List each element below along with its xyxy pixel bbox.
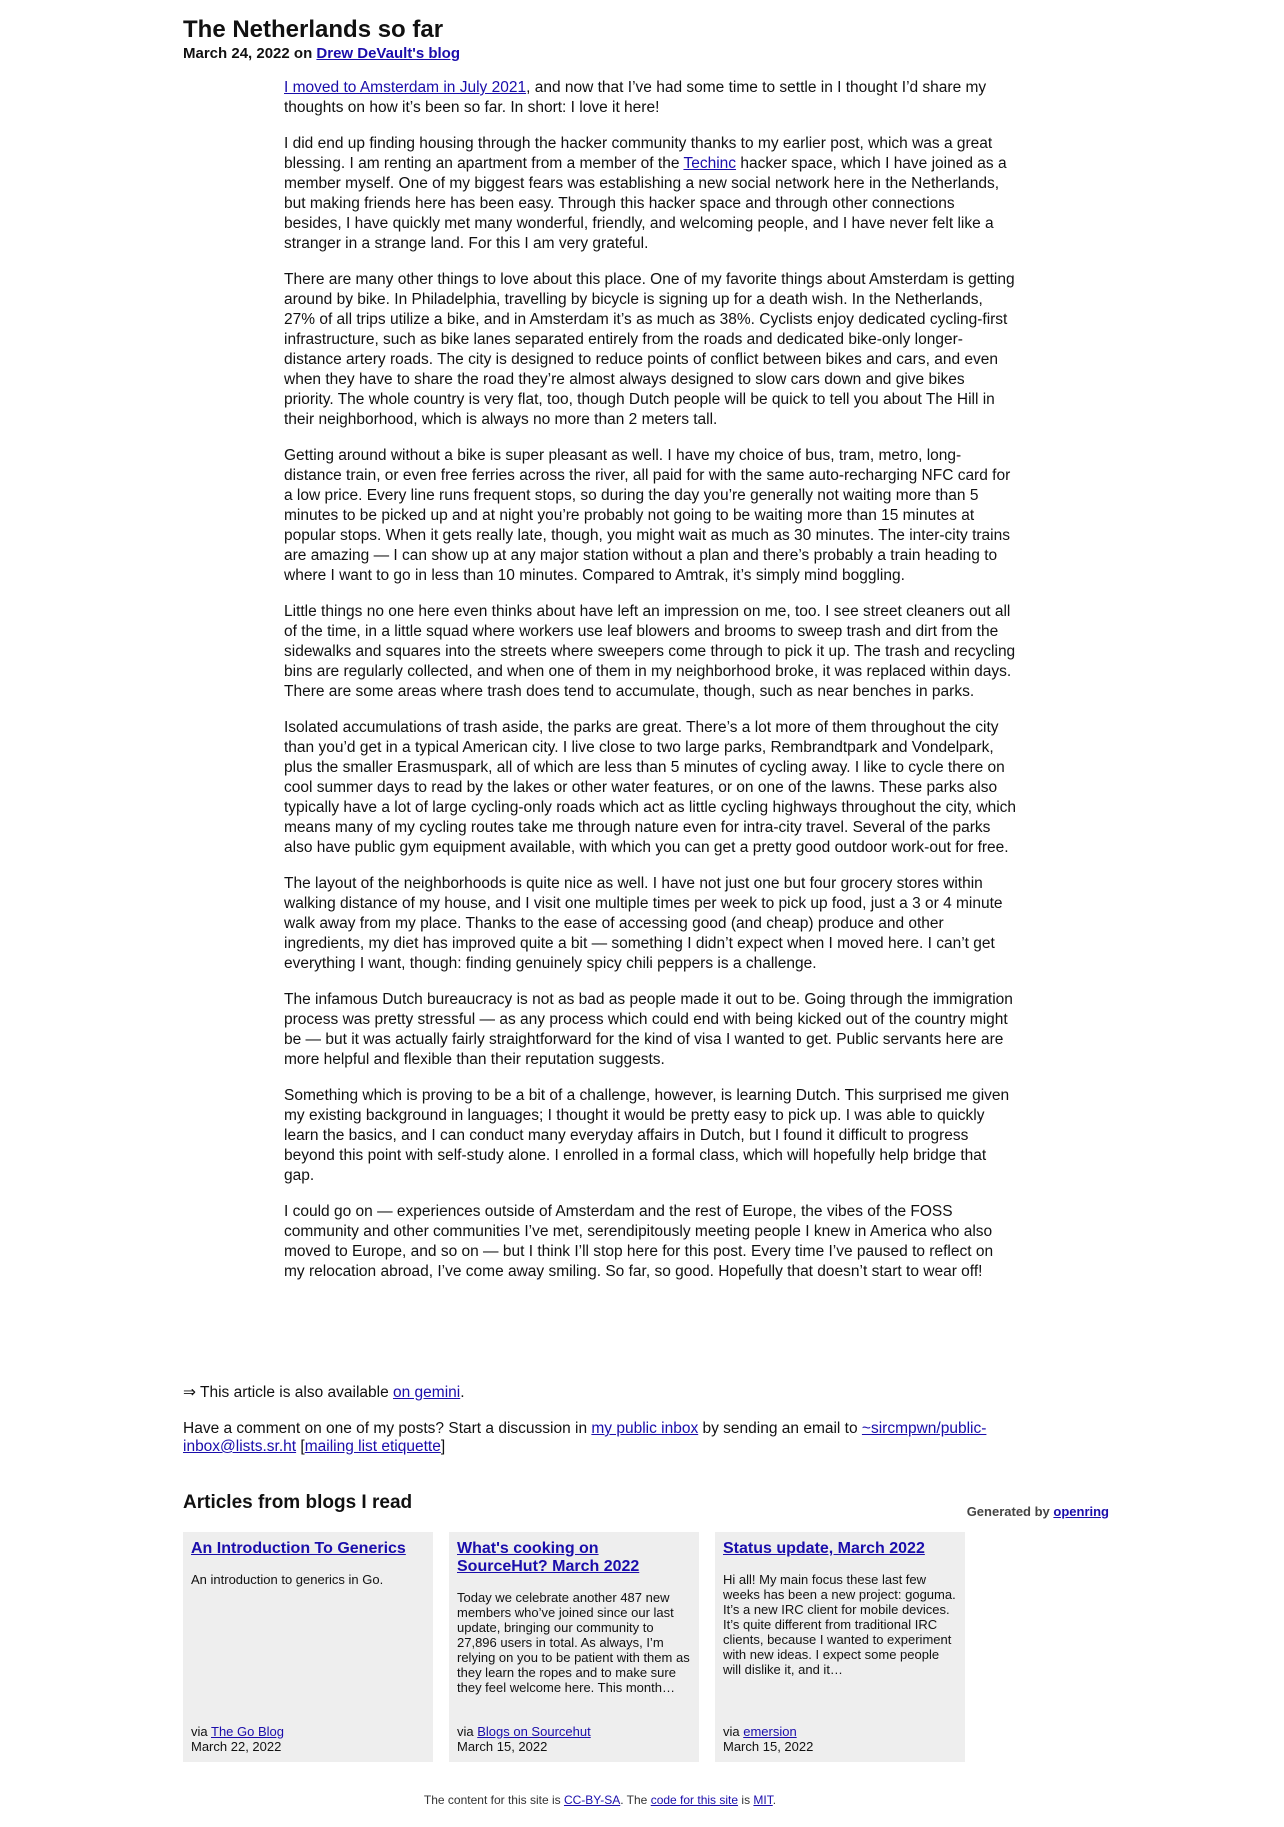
techinc-link[interactable]: Techinc (683, 155, 737, 172)
footer-text: The content for this site is (423, 1793, 564, 1807)
card-title-link[interactable]: Status update, March 2022 (723, 1540, 925, 1557)
paragraph: Getting around without a bike is super pleasant as well. I have my choice of bus, tram, metro, long-distance train, or even free ferries across the river, all paid for with the same auto-recharging NFC card for a low price. Every line runs frequent stops, so during the day you’re generally not waiting more than 5 minutes to be picked up and at night you’re probably not going to be waiting more than 15 minutes at popular stops. When it gets really late, though, you might wait as much as 30 minutes. The inter-city trains are amazing — I can show up at any major station without a plan and there’s probably a train heading to where I want to go in less than 10 minutes. Compared to Amtrak, it’s simply mind boggling. (284, 447, 1011, 584)
card-title (457, 1540, 691, 1576)
openring-link[interactable]: openring (1053, 1504, 1109, 1519)
gemini-link[interactable]: on gemini (393, 1384, 461, 1401)
paragraph: The infamous Dutch bureaucracy is not as bad as people made it out to be. Going through the immigration process was pretty stressful — as any process which could end with being kicked out of the country might be — but it was actually fairly straightforward for the kind of visa I wanted to get. Public servants here are more helpful and flexible than their reputation suggests. (284, 991, 1013, 1068)
paragraph-text: hacker space, which I have joined as a member myself. One of my biggest fears was establishing a new social network here in the Netherlands, but making friends here has been easy. Through this hacker space and through other connections besides, I have quickly met many wonderful, friendly, and welcoming people, and I have never felt like a stranger in a strange land. For this I am very grateful. (284, 155, 1007, 252)
moved-post-link[interactable]: I moved to Amsterdam in July 2021 (284, 79, 527, 96)
via-text: via (457, 1724, 478, 1739)
post-header (183, 16, 1023, 63)
article-body (284, 78, 1016, 1298)
public-inbox-link[interactable]: my public inbox (591, 1420, 699, 1437)
section-heading: Articles from blogs I read (183, 1492, 413, 1513)
mit-link[interactable]: MIT (753, 1793, 773, 1807)
gemini-end: . (460, 1384, 465, 1401)
blog-card (715, 1532, 965, 1762)
paragraph: Little things no one here even thinks about have left an impression on me, too. I see street cleaners out all of the time, in a little squad where workers use leaf blowers and brooms to sweep trash and dirt from the sidewalks and squares into the streets where sweepers come through to pick it up. The trash and recycling bins are regularly collected, and when one of them in my neighborhood broke, it was replaced within days. There are some areas where trash does tend to accumulate, though, such as near benches in parks. (284, 603, 1016, 700)
card-summary: Hi all! My main focus these last few weeks has been a new project: goguma. It’s a new IRC client for mobile devices. It’s quite different from traditional IRC clients, because I wanted to experiment with new ideas. I expect some people will dislike it, and it… (723, 1572, 956, 1677)
paragraph: The layout of the neighborhoods is quite nice as well. I have not just one but four grocery stores within walking distance of my house, and I visit one multiple times per week to pick up food, just a 3 or 4 minute walk away from my place. Thanks to the ease of accessing good (and cheap) produce and other ingredients, my diet has improved quite a bit — something I didn’t expect when I moved here. I can’t get everything I want, though: finding genuinely spicy chili peppers is a challenge. (284, 875, 1003, 972)
code-link[interactable]: code for this site (650, 1793, 739, 1807)
paragraph-text: I did end up finding housing through the hacker community thanks to my earlier post, which was a great blessing. I am renting an apartment from a member of the (284, 135, 993, 172)
blog-card (183, 1532, 433, 1762)
page-title: The Netherlands so far (183, 16, 444, 43)
post-date: March 24, 2022 on (183, 45, 317, 62)
card-footer (191, 1724, 284, 1754)
bracket: ] (440, 1438, 446, 1455)
arrow-icon: ⇒ (183, 1384, 196, 1401)
byline (183, 45, 1023, 63)
footer-text: is (738, 1793, 754, 1807)
generated-text: Generated by (966, 1504, 1054, 1519)
post-footer (183, 1384, 1023, 1474)
blog-cards (183, 1532, 1109, 1762)
blog-home-link[interactable]: Drew DeVault's blog (316, 45, 461, 62)
card-source-link[interactable]: emersion (743, 1724, 797, 1739)
bracket: [ (296, 1438, 305, 1455)
license-link[interactable]: CC-BY-SA (563, 1793, 621, 1807)
blog-card (449, 1532, 699, 1762)
card-footer (723, 1724, 813, 1754)
card-date: March 15, 2022 (457, 1739, 548, 1754)
paragraph: There are many other things to love about this place. One of my favorite things about Amsterdam is getting around by bike. In Philadelphia, travelling by bicycle is signing up for a death wish. In the Netherlands, 27% of all trips utilize a bike, and in Amsterdam it’s as much as 38%. Cyclists enjoy dedicated cycling-first infrastructure, such as bike lanes separated entirely from the roads and dedicated bike-only longer-distance artery roads. The city is designed to reduce points of conflict between bikes and cars, and even when they have to share the road they’re almost always designed to slow cars down and give bikes priority. The whole country is very flat, too, though Dutch people will be quick to tell you about The Hill in their neighborhood, which is always no more than 2 meters tall. (284, 271, 1015, 428)
card-summary: An introduction to generics in Go. (191, 1572, 384, 1587)
comment-notice (183, 1420, 1023, 1456)
paragraph (284, 134, 1016, 254)
card-footer (457, 1724, 591, 1754)
paragraph: Something which is proving to be a bit of a challenge, however, is learning Dutch. This surprised me given my existing background in languages; I thought it would be pretty easy to pick up. I was able to quickly learn the basics, and I can conduct many everyday affairs in Dutch, but I found it difficult to progress beyond this point with self-study alone. I enrolled in a formal class, which will hopefully help bridge that gap. (284, 1087, 1010, 1184)
card-title-link[interactable]: What's cooking on SourceHut? March 2022 (457, 1540, 640, 1575)
card-title (723, 1540, 957, 1558)
via-text: via (191, 1724, 211, 1739)
paragraph (284, 78, 1016, 118)
blogs-i-read-header (183, 1492, 1109, 1519)
gemini-notice (183, 1384, 1023, 1402)
etiquette-link[interactable]: mailing list etiquette (304, 1438, 441, 1455)
generated-by (967, 1504, 1109, 1519)
paragraph-text: , and now that I’ve had some time to settle in I thought I’d share my thoughts on how it’s been so far. In short: I love it here! (284, 79, 987, 116)
card-source-link[interactable]: Blogs on Sourcehut (477, 1724, 591, 1739)
comment-text: by sending an email to (698, 1420, 862, 1437)
gemini-text: This article is also available (196, 1384, 393, 1401)
card-source-link[interactable]: The Go Blog (211, 1724, 284, 1739)
site-footer (0, 1793, 1200, 1807)
card-title (191, 1540, 425, 1558)
paragraph: Isolated accumulations of trash aside, the parks are great. There’s a lot more of them throughout the city than you’d get in a typical American city. I live close to two large parks, Rembrandtpark and Vondelpark, plus the smaller Erasmuspark, all of which are less than 5 minutes of cycling away. I like to cycle there on cool summer days to read by the lakes or other water features, or on one of the lawns. These parks also typically have a lot of large cycling-only roads which act as little cycling highways throughout the city, which means many of my cycling routes take me through nature even for intra-city travel. Several of the parks also have public gym equipment available, with which you can get a pretty good outdoor work-out for free. (284, 719, 1017, 856)
comment-text: Have a comment on one of my posts? Start a discussion in (183, 1420, 592, 1437)
email-link[interactable]: ~sircmpwn/public-inbox@lists.sr.ht (183, 1420, 987, 1455)
card-summary: Today we celebrate another 487 new members who’ve joined since our last update, bringing our community to 27,896 users in total. As always, I’m relying on you to be patient with them as they learn the ropes and to make sure they feel welcome here. This month… (457, 1590, 690, 1695)
footer-text: . The (620, 1793, 651, 1807)
via-text: via (723, 1724, 744, 1739)
card-date: March 22, 2022 (191, 1739, 282, 1754)
card-date: March 15, 2022 (723, 1739, 814, 1754)
footer-text: . (772, 1793, 777, 1807)
card-title-link[interactable]: An Introduction To Generics (191, 1540, 406, 1557)
paragraph: I could go on — experiences outside of Amsterdam and the rest of Europe, the vibes of the FOSS community and other communities I’ve met, serendipitously meeting people I knew in America who also moved to Europe, and so on — but I think I’ll stop here for this post. Every time I’ve paused to reflect on my relocation abroad, I’ve come away smiling. So far, so good. Hopefully that doesn’t start to wear off! (284, 1203, 994, 1280)
